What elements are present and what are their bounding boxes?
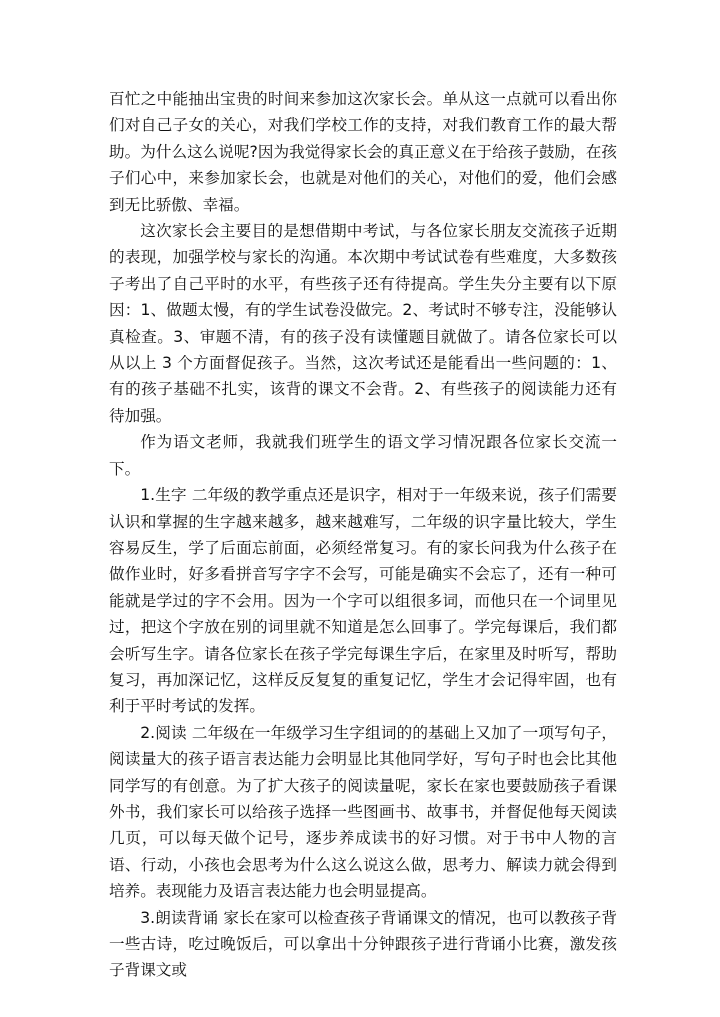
paragraph-chinese-intro: 作为语文老师，我就我们班学生的语文学习情况跟各位家长交流一下。 [109, 433, 617, 478]
paragraph-opening: 百忙之中能抽出宝贵的时间来参加这次家长会。单从这一点就可以看出你们对自己子女的关心，对我们学校工作的支持，对我们教育工作的最大帮助。为什么这么说呢?因为我觉得家长会的真正意义在于给孩子鼓励，在孩子们心中，来参加家长会，也就是对他们的关心，对他们的爱，他们会感到无比骄傲、幸福。 [109, 90, 617, 214]
paragraph-reading: 2.阅读 二年级在一年级学习生字组词的的基础上又加了一项写句子，阅读量大的孩子语言表达能力会明显比其他同学好，写句子时也会比其他同学写的有创意。为了扩大孩子的阅读量呢，家长在家也要鼓励孩子看课外书，我们家长可以给孩子选择一些图画书、故事书，并督促他每天阅读几页，可以每天做个记号，逐步养成读书的好习惯。对于书中人物的言语、行动，小孩也会思考为什么这么说这么做，思考力、解读力就会得到培养。表现能力及语言表达能力也会明显提高。 [109, 723, 617, 901]
paragraph-characters: 1.生字 二年级的教学重点还是识字，相对于一年级来说，孩子们需要认识和掌握的生字越来越多，越来越难写，二年级的识字量比较大，学生容易反生，学了后面忘前面，必须经常复习。有的家长问我为什么孩子在做作业时，好多看拼音写字字不会写，可能是确实不会忘了，还有一种可能就是学过的字不会用。因为一个字可以组很多词，而他只在一个词里见过，把这个字放在别的词里就不知道是怎么回事了。学完每课后，我们都会听写生字。请各位家长在孩子学完每课生字后，在家里及时听写，帮助复习，再加深记忆，这样反反复复的重复记忆，学生才会记得牢固，也有利于平时考试的发挥。 [109, 486, 617, 716]
paragraph-recitation: 3.朗读背诵 家长在家可以检查孩子背诵课文的情况，也可以教孩子背一些古诗，吃过晚饭后，可以拿出十分钟跟孩子进行背诵小比赛，激发孩子背课文或 [109, 908, 617, 980]
document-body [109, 86, 617, 984]
paragraph-exam-summary: 这次家长会主要目的是想借期中考试，与各位家长朋友交流孩子近期的表现，加强学校与家长的沟通。本次期中考试试卷有些难度，大多数孩子考出了自己平时的水平，有些孩子还有待提高。学生失分主要有以下原因：1、做题太慢，有的学生试卷没做完。2、考试时不够专注，没能够认真检查。3、审题不清，有的孩子没有读懂题目就做了。请各位家长可以从以上 3 个方面督促孩子。当然，这次考试还是能看出一些问题的：1、有的孩子基础不扎实，该背的课文不会背。2、有些孩子的阅读能力还有待加强。 [109, 222, 617, 425]
